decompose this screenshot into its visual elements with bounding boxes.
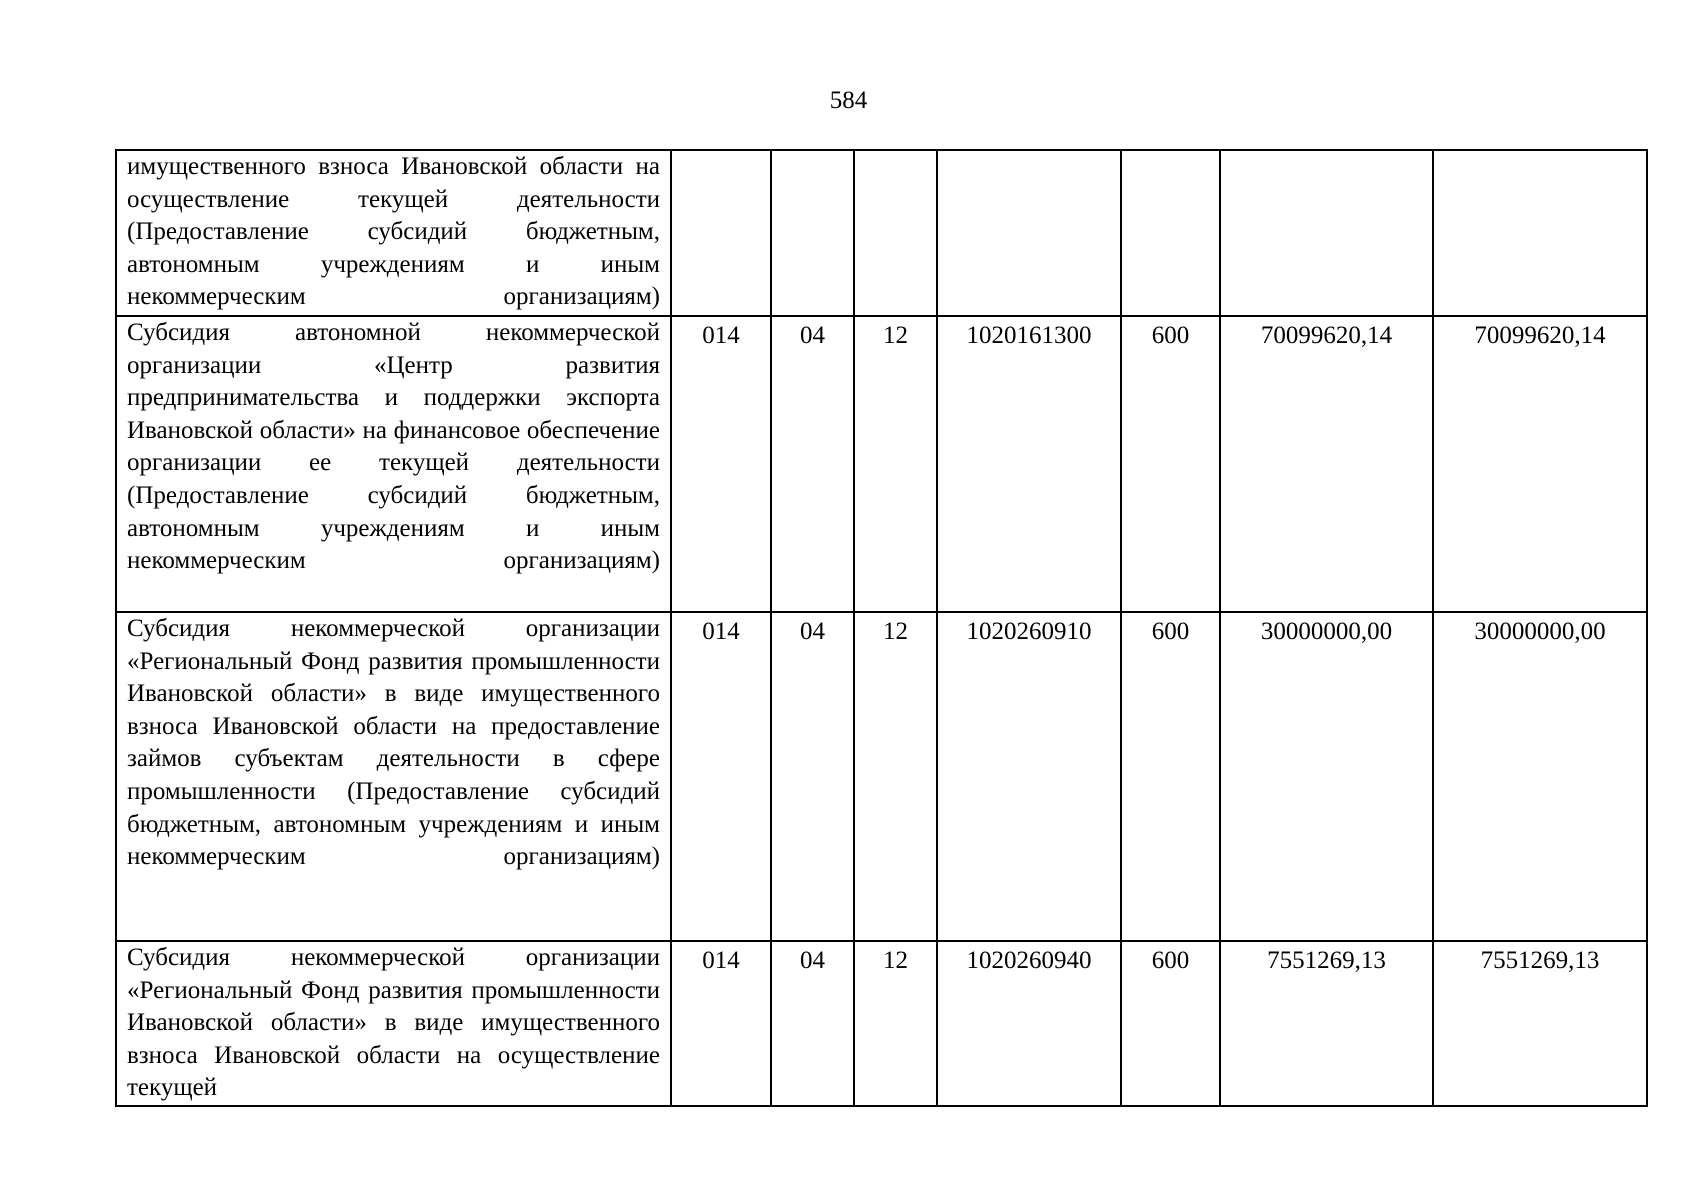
subsection-code: 12 <box>854 941 937 1106</box>
target-article-code: 1020260940 <box>937 941 1121 1106</box>
amount-second <box>1433 150 1647 316</box>
amount-second: 70099620,14 <box>1433 316 1647 612</box>
row-description: имущественного взноса Ивановской области на осуществление текущей деятельности (Предоставление субсидий бюджетным, автономным учреждениям и иным некоммерческим организациям) <box>116 150 671 316</box>
table-row <box>116 612 1647 941</box>
section-code: 04 <box>771 316 854 612</box>
row-description: Субсидия некоммерческой организации «Региональный Фонд развития промышленности Ивановской области» в виде имущественного взноса Ивановской области на предоставление займов субъектам деятельности в сфере промышленности (Предоставление субсидий бюджетным, автономным учреждениям и иным некоммерческим организациям) <box>116 612 671 941</box>
section-code: 04 <box>771 612 854 941</box>
row-description: Субсидия автономной некоммерческой организации «Центр развития предпринимательства и поддержки экспорта Ивановской области» на финансовое обеспечение организации ее текущей деятельности (Предоставление субсидий бюджетным, автономным учреждениям и иным некоммерческим организациям) <box>116 316 671 612</box>
target-article-code: 1020260910 <box>937 612 1121 941</box>
ministry-code: 014 <box>671 941 771 1106</box>
table-row <box>116 316 1647 612</box>
expense-type-code <box>1121 150 1220 316</box>
amount-first: 30000000,00 <box>1220 612 1433 941</box>
amount-first: 7551269,13 <box>1220 941 1433 1106</box>
row-description: Субсидия некоммерческой организации «Региональный Фонд развития промышленности Ивановской области» в виде имущественного взноса Ивановской области на осуществление текущей <box>116 941 671 1106</box>
page-number: 584 <box>829 87 868 114</box>
table-row <box>116 941 1647 1106</box>
amount-first: 70099620,14 <box>1220 316 1433 612</box>
expense-type-code: 600 <box>1121 612 1220 941</box>
ministry-code: 014 <box>671 316 771 612</box>
ministry-code: 014 <box>671 612 771 941</box>
amount-second: 7551269,13 <box>1433 941 1647 1106</box>
amount-second: 30000000,00 <box>1433 612 1647 941</box>
budget-table <box>115 149 1648 1107</box>
expense-type-code: 600 <box>1121 316 1220 612</box>
target-article-code <box>937 150 1121 316</box>
ministry-code <box>671 150 771 316</box>
section-code: 04 <box>771 941 854 1106</box>
target-article-code: 1020161300 <box>937 316 1121 612</box>
table-row <box>116 150 1647 316</box>
section-code <box>771 150 854 316</box>
amount-first <box>1220 150 1433 316</box>
expense-type-code: 600 <box>1121 941 1220 1106</box>
subsection-code <box>854 150 937 316</box>
subsection-code: 12 <box>854 612 937 941</box>
subsection-code: 12 <box>854 316 937 612</box>
